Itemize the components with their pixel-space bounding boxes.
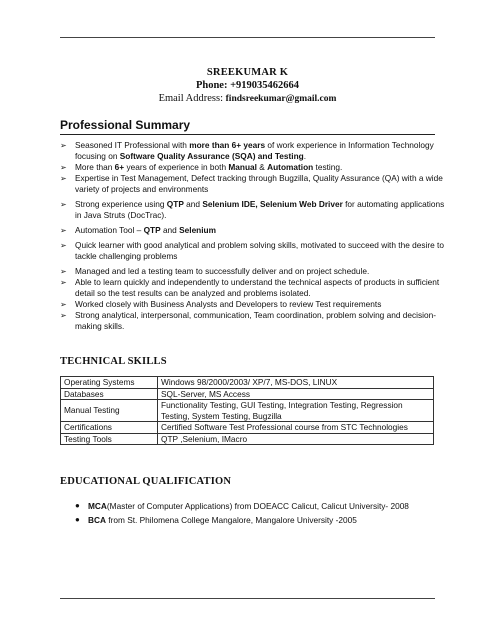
- summary-item: [60, 310, 445, 332]
- bold-text: Selenium: [179, 225, 216, 235]
- technical-skills-table: [60, 376, 434, 445]
- arrow-bullet-icon: ➢: [60, 267, 67, 276]
- skill-category: Manual Testing: [61, 400, 158, 422]
- professional-summary-list: [60, 140, 445, 332]
- phone-number: Phone: +919035462664: [195, 80, 300, 91]
- skill-value: Windows 98/2000/2003/ XP/7, MS-DOS, LINUX: [158, 377, 434, 389]
- top-rule: [60, 37, 435, 38]
- text-run: and: [183, 199, 203, 209]
- text-run: &: [256, 162, 268, 172]
- text-run: .: [303, 151, 307, 161]
- text-run: years of experience in both: [124, 162, 229, 172]
- bold-text: MCA: [88, 501, 107, 511]
- arrow-bullet-icon: ➢: [60, 163, 67, 172]
- text-run: Seasoned IT Professional with: [75, 140, 190, 150]
- arrow-bullet-icon: ➢: [60, 278, 67, 287]
- bottom-rule: [60, 598, 435, 599]
- bold-text: BCA: [88, 515, 106, 525]
- text-run: Able to learn quickly and independently to understand the technical aspects of products in sufficient detail so the test results can be analyzed and problems isolated.: [75, 277, 440, 298]
- summary-item: [60, 240, 445, 262]
- text-run: from St. Philomena College Mangalore, Mangalore University -2005: [105, 515, 357, 525]
- email-link[interactable]: findsreekumar@gmail.com: [225, 94, 337, 104]
- bold-text: Automation: [267, 162, 314, 172]
- text-run: Expertise in Test Management, Defect tracking through Bugzilla, Quality Assurance (QA) with a wide variety of projects and environments: [75, 173, 443, 194]
- skill-value: SQL-Server, MS Access: [158, 388, 434, 400]
- education-item: [75, 513, 448, 527]
- summary-item: [60, 199, 445, 221]
- summary-item: [60, 277, 445, 299]
- table-row: [61, 388, 434, 400]
- table-row: [61, 433, 434, 445]
- text-run: More than: [75, 162, 115, 172]
- table-row: [61, 400, 434, 422]
- skill-category: Databases: [61, 388, 158, 400]
- bold-text: Software Quality Assurance (SQA) and Testing: [119, 151, 304, 161]
- text-run: of work experience in Information Technology focusing on: [75, 140, 434, 161]
- summary-item: [60, 162, 445, 173]
- summary-item: [60, 299, 445, 310]
- education-list: [75, 499, 448, 527]
- bold-text: 6+: [114, 162, 125, 172]
- text-run: Managed and led a testing team to successfully deliver and on project schedule.: [75, 266, 370, 276]
- skill-value: QTP ,Selenium, IMacro: [158, 433, 434, 445]
- arrow-bullet-icon: ➢: [60, 241, 67, 250]
- table-row: [61, 377, 434, 389]
- email-line: [0, 92, 495, 106]
- bullet-dot-icon: ●: [75, 515, 80, 524]
- text-run: Strong analytical, interpersonal, communication, Team coordination, problem solving and decision-making skills.: [75, 310, 436, 331]
- arrow-bullet-icon: ➢: [60, 300, 67, 309]
- text-run: Automation Tool –: [75, 225, 144, 235]
- resume-header: [0, 66, 495, 106]
- summary-item: [60, 225, 445, 236]
- skill-category: Operating Systems: [61, 377, 158, 389]
- skill-value: Certified Software Test Professional course from STC Technologies: [158, 422, 434, 434]
- arrow-bullet-icon: ➢: [60, 226, 67, 235]
- text-run: Strong experience using: [75, 199, 167, 209]
- bold-text: more than 6+ years: [189, 140, 266, 150]
- summary-item: [60, 173, 445, 195]
- skill-category: Testing Tools: [61, 433, 158, 445]
- professional-summary-heading: Professional Summary: [60, 118, 191, 132]
- arrow-bullet-icon: ➢: [60, 311, 67, 320]
- bold-text: QTP: [166, 199, 184, 209]
- table-row: [61, 422, 434, 434]
- text-run: testing.: [313, 162, 343, 172]
- summary-item: [60, 266, 445, 277]
- bold-text: QTP: [143, 225, 161, 235]
- arrow-bullet-icon: ➢: [60, 141, 67, 150]
- summary-underline: [60, 134, 435, 135]
- email-label: Email Address:: [158, 93, 224, 104]
- skill-category: Certifications: [61, 422, 158, 434]
- text-run: and: [160, 225, 180, 235]
- technical-skills-heading: TECHNICAL SKILLS: [60, 356, 167, 367]
- text-run: Worked closely with Business Analysts and Developers to review Test requirements: [75, 299, 382, 309]
- candidate-name: SREEKUMAR K: [206, 67, 289, 78]
- education-heading: EDUCATIONAL QUALIFICATION: [60, 476, 232, 487]
- arrow-bullet-icon: ➢: [60, 200, 67, 209]
- arrow-bullet-icon: ➢: [60, 174, 67, 183]
- text-run: for automating applications in Java Struts (DocTrac).: [75, 199, 445, 220]
- bold-text: Selenium IDE, Selenium Web Driver: [202, 199, 343, 209]
- education-item: [75, 499, 448, 513]
- skill-value: Functionality Testing, GUI Testing, Integration Testing, Regression Testing, System Testing, Bugzilla: [158, 400, 434, 422]
- text-run: (Master of Computer Applications) from DOEACC Calicut, Calicut University- 2008: [106, 501, 409, 511]
- text-run: Quick learner with good analytical and problem solving skills, motivated to succeed with the desire to tackle challenging problems: [75, 240, 444, 261]
- bullet-dot-icon: ●: [75, 501, 80, 510]
- bold-text: Manual: [228, 162, 257, 172]
- summary-item: [60, 140, 445, 162]
